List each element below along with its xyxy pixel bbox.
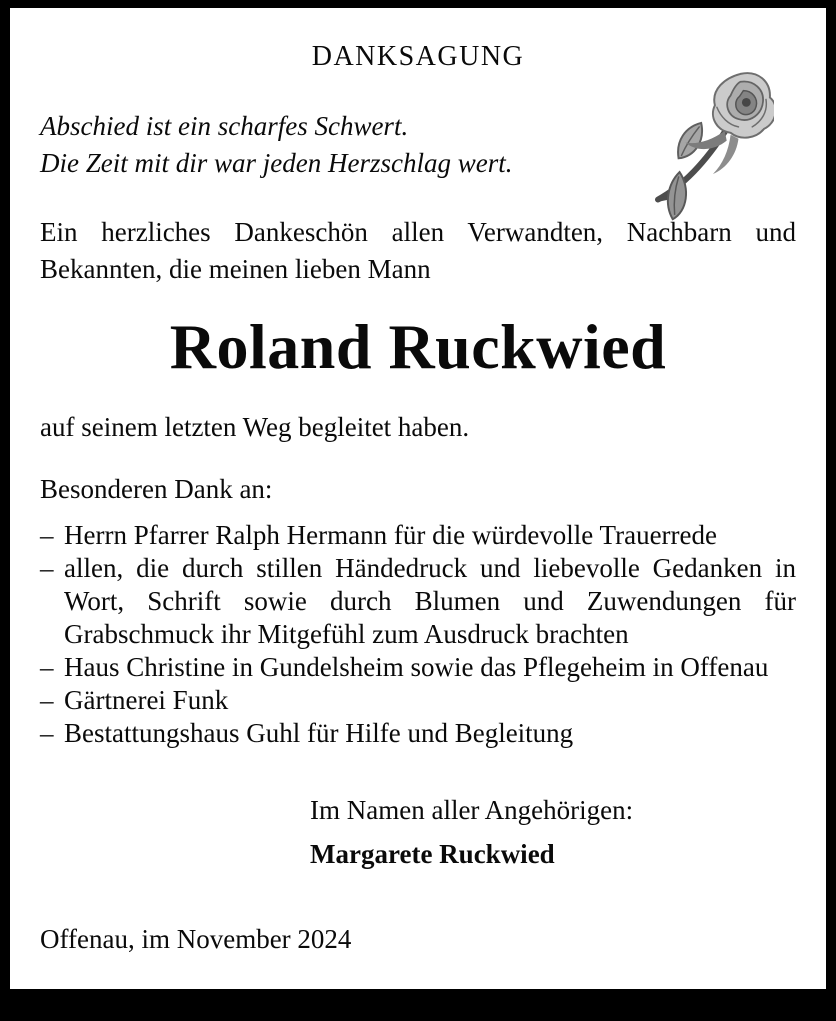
thanks-item-text: Haus Christine in Gundelsheim sowie das Pflegeheim in Offenau <box>64 651 796 684</box>
intro-paragraph: Ein herzliches Dankeschön allen Verwandten, Nachbarn und Bekannten, die meinen lieben Mann <box>40 214 796 288</box>
signature-name: Margarete Ruckwied <box>310 838 796 871</box>
thanks-item-text: Herrn Pfarrer Ralph Hermann für die würdevolle Trauerrede <box>64 519 796 552</box>
signature-block <box>310 794 796 871</box>
notice-content <box>10 40 826 1021</box>
signature-label: Im Namen aller Angehörigen: <box>310 794 796 827</box>
thanks-item-3 <box>40 651 796 684</box>
dash-bullet: – <box>40 684 64 717</box>
dateline: Offenau, im November 2024 <box>40 923 796 956</box>
deceased-name: Roland Ruckwied <box>40 314 796 380</box>
epigraph-line-2: Die Zeit mit dir war jeden Herzschlag wert. <box>40 145 796 182</box>
notice-card <box>10 8 826 989</box>
dash-bullet: – <box>40 717 64 750</box>
thanks-item-text: Gärtnerei Funk <box>64 684 796 717</box>
intro-continuation: auf seinem letzten Weg begleitet haben. <box>40 410 796 444</box>
thanks-heading: Besonderen Dank an: <box>40 472 796 506</box>
notice-title: DANKSAGUNG <box>40 40 796 74</box>
rose-icon <box>646 68 774 230</box>
thanks-item-1 <box>40 519 796 552</box>
thanks-item-text: allen, die durch stillen Händedruck und liebevolle Gedanken in Wort, Schrift sowie durch Blumen und Zuwendungen für Grabschmuck ihr Mitgefühl zum Ausdruck brachten <box>64 552 796 651</box>
thanks-item-text: Bestattungshaus Guhl für Hilfe und Begleitung <box>64 717 796 750</box>
epigraph-line-1: Abschied ist ein scharfes Schwert. <box>40 108 796 145</box>
rose-illustration <box>646 68 774 230</box>
dash-bullet: – <box>40 651 64 684</box>
thanks-item-2 <box>40 552 796 651</box>
dash-bullet: – <box>40 519 64 552</box>
thanks-list <box>40 519 796 750</box>
dash-bullet: – <box>40 552 64 651</box>
thanks-item-4 <box>40 684 796 717</box>
thanks-item-5 <box>40 717 796 750</box>
